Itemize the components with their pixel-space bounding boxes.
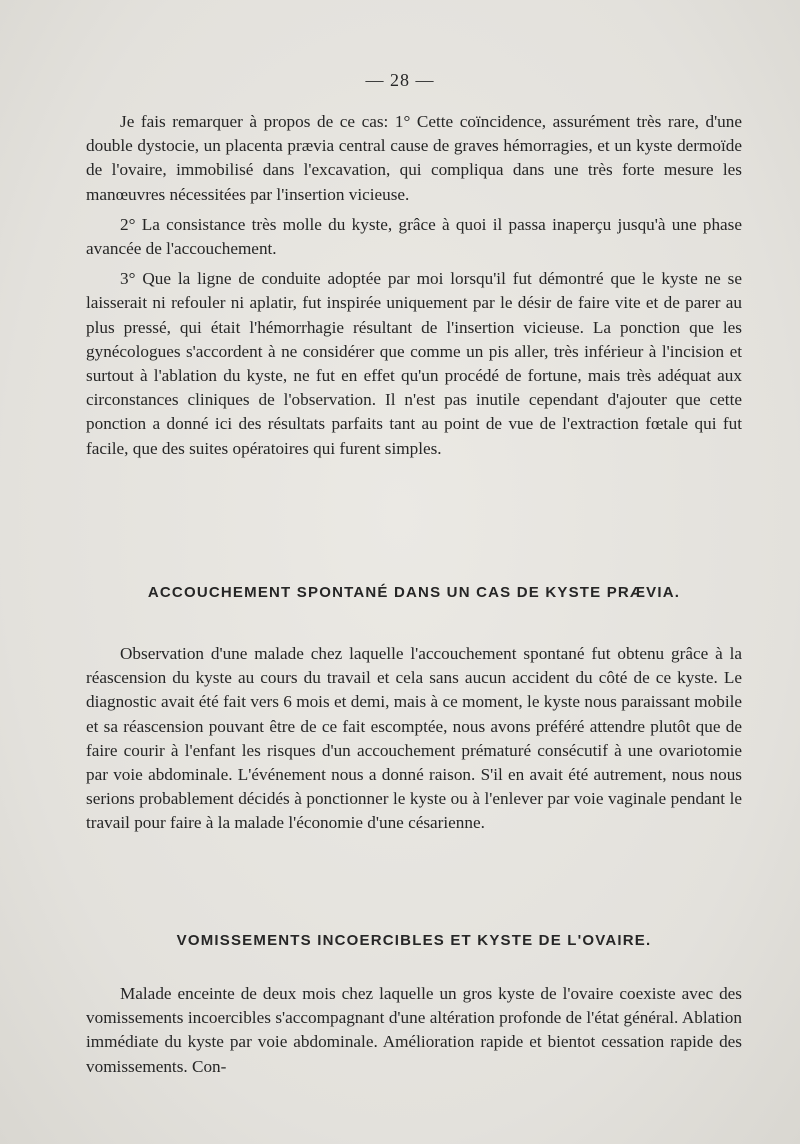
section-text: [86, 982, 742, 1079]
paragraph: 2° La consistance très molle du kyste, grâce à quoi il passa inaperçu jusqu'à une phase avancée de l'accouchement.: [86, 214, 742, 259]
page-number: — 28 —: [365, 70, 435, 90]
section-text: [86, 642, 742, 836]
intro-text: [86, 110, 742, 461]
paragraph: 3° Que la ligne de conduite adoptée par moi lorsqu'il fut démontré que le kyste ne se laisserait ni refouler ni aplatir, fut inspirée uniquement par le désir de faire vite et de parer au plus pressé, qui était l'hémorrhagie résultant de l'insertion vicieuse. La ponction que les gynécologues s'accordent à ne considérer que comme un pis aller, très inférieur à l'incision et surtout à l'ablation du kyste, ne fut en effet qu'un procédé de fortune, mais très adéquat aux circonstances cliniques de l'observation. Il n'est pas inutile cependant d'ajouter que cette ponction a donné ici des résultats parfaits tant au point de vue de l'extraction fœtale qui fut facile, que des suites opératoires qui furent simples.: [86, 269, 742, 458]
section-heading: VOMISSEMENTS INCOERCIBLES ET KYSTE DE L'OVAIRE.: [176, 932, 652, 949]
paragraph: Je fais remarquer à propos de ce cas: 1° Cette coïncidence, assurément très rare, d'une double dystocie, un placenta prævia central cause de graves hémorragies, et un kyste dermoïde de l'ovaire, immobilisé dans l'excavation, qui compliqua dans une très forte mesure les manœuvres nécessitées par l'insertion vicieuse.: [86, 112, 742, 204]
paragraph: Malade enceinte de deux mois chez laquelle un gros kyste de l'ovaire coexiste avec des vomissements incoercibles s'accompagnant d'une altération profonde de l'état général. Ablation immédiate du kyste par voie abdominale. Amélioration rapide et bientot cessation rapide des vomissements. Con-: [86, 984, 742, 1076]
section-heading: ACCOUCHEMENT SPONTANÉ DANS UN CAS DE KYSTE PRÆVIA.: [147, 584, 681, 601]
paragraph: Observation d'une malade chez laquelle l'accouchement spontané fut obtenu grâce à la réascension du kyste au cours du travail et cela sans aucun accident du côté de ce kyste. Le diagnostic avait été fait vers 6 mois et demi, mais à ce moment, le kyste nous paraissant mobile et sa réascension pouvant être de ce fait escomptée, nous avons préféré attendre plutôt que de faire courir à l'enfant les risques d'un accouchement prématuré consécutif à une ovariotomie par voie abdominale. L'événement nous a donné raison. S'il en avait été autrement, nous nous serions probablement décidés à ponctionner le kyste ou à l'enlever par voie vaginale pendant le travail pour faire à la malade l'économie d'une césarienne.: [86, 644, 742, 833]
